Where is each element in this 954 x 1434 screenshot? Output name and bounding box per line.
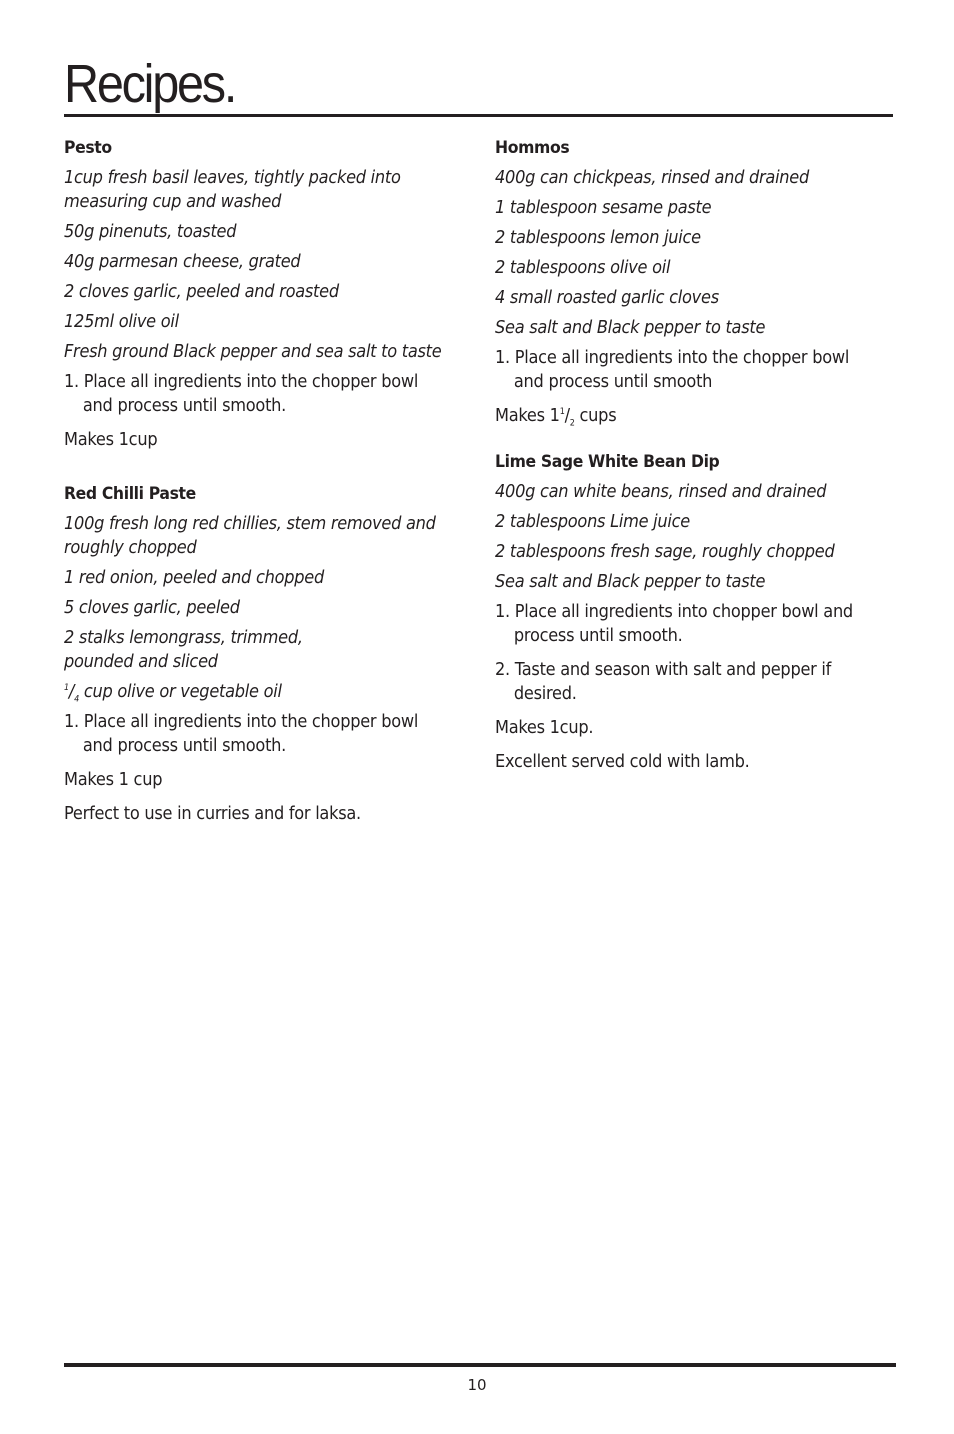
method-step xyxy=(495,658,895,706)
ingredient-line: 2 tablespoons fresh sage, roughly chopped xyxy=(495,541,835,562)
ingredient-line: 400g can white beans, rinsed and drained xyxy=(495,481,827,502)
serving-note xyxy=(495,750,895,774)
yield-note xyxy=(495,404,895,428)
step-line: process until smooth. xyxy=(513,625,683,646)
method-step xyxy=(64,370,464,418)
recipe-pesto xyxy=(64,136,464,452)
ingredient-line: measuring cup and washed xyxy=(64,191,282,212)
right-column xyxy=(495,136,895,784)
method-step xyxy=(64,710,464,758)
ingredient-line: 2 tablespoons lemon juice xyxy=(495,227,701,248)
step-line: 1. Place all ingredients into chopper bowl and xyxy=(495,601,853,622)
ingredient-line: 2 tablespoons olive oil xyxy=(495,257,671,278)
step-line: and process until smooth. xyxy=(82,735,287,756)
step-line: and process until smooth. xyxy=(82,395,287,416)
ingredient xyxy=(64,512,464,560)
ingredient-line: 400g can chickpeas, rinsed and drained xyxy=(495,167,810,188)
recipe-title: Hommos xyxy=(495,138,570,158)
ingredient-line: 5 cloves garlic, peeled xyxy=(64,597,240,618)
step-line: desired. xyxy=(513,683,577,704)
page-title: Recipes. xyxy=(64,54,236,114)
makes-prefix: Makes 1 xyxy=(495,405,560,426)
fraction-numerator: 1 xyxy=(64,683,69,693)
ingredient-line: 1cup fresh basil leaves, tightly packed into xyxy=(64,167,401,188)
ingredient xyxy=(64,626,464,674)
step-line: 1. Place all ingredients into the chopper bowl xyxy=(64,711,419,732)
title-rule xyxy=(64,114,893,117)
ingredient xyxy=(495,256,895,280)
ingredient-line: 1 tablespoon sesame paste xyxy=(495,197,712,218)
step-line: and process until smooth xyxy=(513,371,713,392)
fraction-numerator: 1 xyxy=(559,407,565,417)
ingredient xyxy=(495,316,895,340)
recipe-red-chilli-paste xyxy=(64,482,464,826)
ingredient-line: 40g parmesan cheese, grated xyxy=(64,251,301,272)
page-number: 10 xyxy=(467,1376,487,1394)
ingredient-text: cup olive or vegetable oil xyxy=(78,681,282,702)
ingredient xyxy=(495,510,895,534)
ingredient xyxy=(64,680,464,704)
note-line: Makes $1^1/_2$ cups xyxy=(495,405,617,429)
ingredient-line: Fresh ground Black pepper and sea salt to taste xyxy=(64,341,442,362)
note-line: Excellent served cold with lamb. xyxy=(495,751,750,772)
ingredient xyxy=(495,196,895,220)
ingredient xyxy=(64,250,464,274)
note-line: Makes 1cup xyxy=(64,429,158,450)
recipe-hommos xyxy=(495,136,895,428)
yield-note xyxy=(495,716,895,740)
ingredient-line: pounded and sliced xyxy=(64,651,218,672)
ingredient xyxy=(495,570,895,594)
ingredient-line: 2 stalks lemongrass, trimmed, xyxy=(64,627,303,648)
ingredient-line: Sea salt and Black pepper to taste xyxy=(495,571,766,592)
note-line: Makes 1 cup xyxy=(64,769,163,790)
recipe-lime-sage-white-bean-dip xyxy=(495,450,895,774)
ingredient xyxy=(64,340,464,364)
ingredient-line: roughly chopped xyxy=(64,537,197,558)
serving-note xyxy=(64,802,464,826)
ingredient xyxy=(64,280,464,304)
method-step xyxy=(495,346,895,394)
note-line: Perfect to use in curries and for laksa. xyxy=(64,803,361,824)
fraction-denominator: 4 xyxy=(74,694,79,705)
ingredient xyxy=(495,480,895,504)
ingredient xyxy=(64,596,464,620)
ingredient-line: 50g pinenuts, toasted xyxy=(64,221,237,242)
footer-rule xyxy=(64,1363,896,1367)
ingredient-line: $^1/_4$ cup olive or vegetable oil xyxy=(64,681,282,705)
ingredient xyxy=(64,566,464,590)
fraction-denominator: 2 xyxy=(569,418,575,429)
ingredient-line: 4 small roasted garlic cloves xyxy=(495,287,719,308)
ingredient-line: 2 cloves garlic, peeled and roasted xyxy=(64,281,339,302)
ingredient-line: 100g fresh long red chillies, stem removed and xyxy=(64,513,436,534)
recipe-title: Lime Sage White Bean Dip xyxy=(495,452,720,472)
ingredient xyxy=(64,166,464,214)
ingredient-line: 2 tablespoons Lime juice xyxy=(495,511,690,532)
ingredient-line: 1 red onion, peeled and chopped xyxy=(64,567,324,588)
recipe-title: Pesto xyxy=(64,138,112,158)
ingredient xyxy=(64,220,464,244)
yield-note xyxy=(64,768,464,792)
step-line: 1. Place all ingredients into the chopper bowl xyxy=(495,347,850,368)
step-line: 2. Taste and season with salt and pepper if xyxy=(495,659,832,680)
left-column xyxy=(64,136,464,836)
ingredient xyxy=(64,310,464,334)
ingredient-line: Sea salt and Black pepper to taste xyxy=(495,317,766,338)
ingredient xyxy=(495,226,895,250)
ingredient xyxy=(495,166,895,190)
note-line: Makes 1cup. xyxy=(495,717,594,738)
method-step xyxy=(495,600,895,648)
ingredient xyxy=(495,286,895,310)
recipe-title: Red Chilli Paste xyxy=(64,484,196,504)
ingredient xyxy=(495,540,895,564)
makes-suffix: cups xyxy=(574,405,617,426)
ingredient-line: 125ml olive oil xyxy=(64,311,179,332)
step-line: 1. Place all ingredients into the chopper bowl xyxy=(64,371,419,392)
yield-note xyxy=(64,428,464,452)
